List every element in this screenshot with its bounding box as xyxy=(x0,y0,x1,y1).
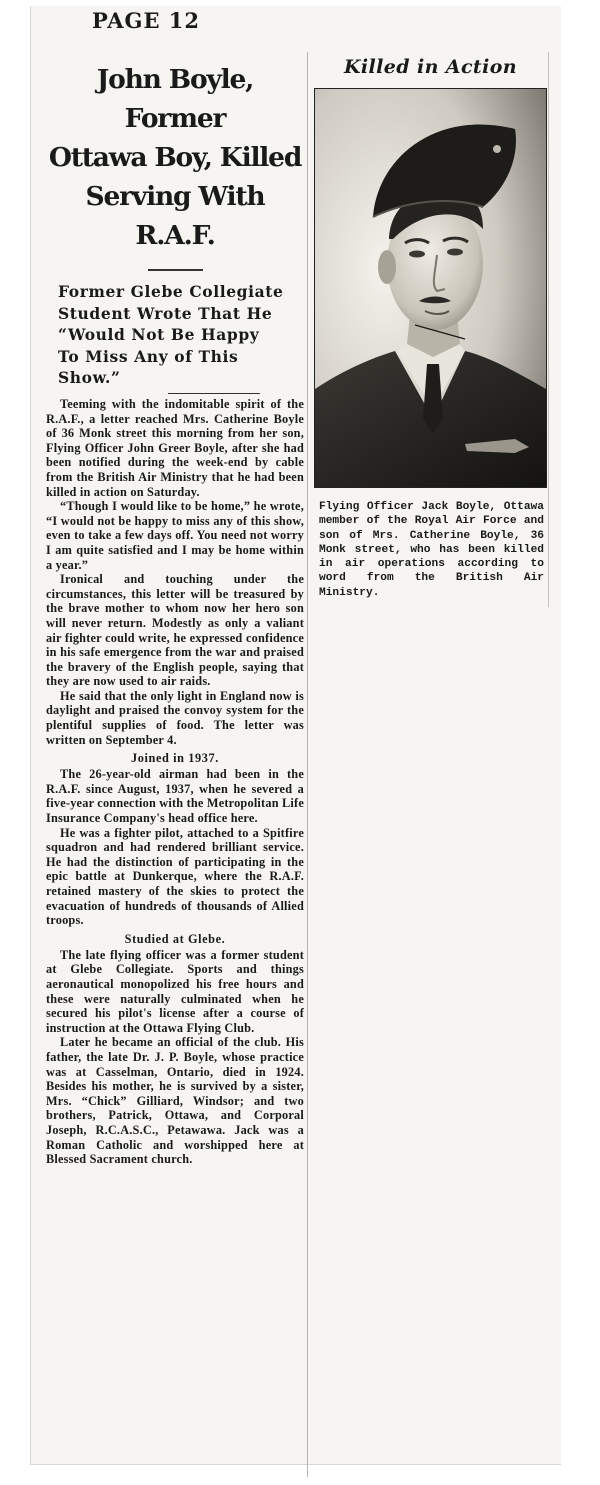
headline-line: Ottawa Boy, Killed xyxy=(48,142,302,173)
photo-caption: Flying Officer Jack Boyle, Ottawa member of the Royal Air Force and son of Mrs. Catherine Boyle, 36 Monk street, who has been killed in air operations according to word from the British Air Ministry. xyxy=(319,501,544,599)
article-paragraph: Ironical and touching under the circumstances, this letter will be treasured by the brave mother to whom now her hero son will never return. Modestly as only a valiant air fighter could write, he expressed confidence in his safe emergence from the war and praised the bravery of the English people, saying that they are now used to air raids. xyxy=(46,572,304,689)
subheadline-line: Former Glebe Collegiate xyxy=(58,282,284,301)
article-body xyxy=(46,397,304,1167)
subheadline xyxy=(58,281,292,389)
ear xyxy=(378,250,396,284)
portrait-photo xyxy=(314,88,547,488)
page-number: PAGE 12 xyxy=(92,8,201,33)
subheadline-line: “Would Not Be Happy xyxy=(58,325,260,344)
photo-title: Killed in Action xyxy=(344,56,517,78)
headline xyxy=(46,60,304,255)
subheadline-line: To Miss Any of This xyxy=(58,346,239,366)
subheadline-rule xyxy=(168,393,260,395)
article-paragraph: Teeming with the indomitable spirit of the R.A.F., a letter reached Mrs. Catherine Boyle of 36 Monk street this morning from her son, Flying Officer John Greer Boyle, after she had been notified during the week-end by cable from the British Air Ministry that he had been killed in action on Saturday. xyxy=(46,397,304,499)
headline-rule xyxy=(148,269,203,271)
article-paragraph: The 26-year-old airman had been in the R.A.F. since August, 1937, when he severed a five-year connection with the Metropolitan Life Insurance Company's head office here. xyxy=(46,767,304,826)
subheadline-line: Student Wrote That He xyxy=(58,303,273,323)
right-eye xyxy=(447,249,463,256)
headline-line: John Boyle, Former xyxy=(96,64,254,134)
section-subhead: Joined in 1937. xyxy=(131,751,219,766)
headline-line: Serving With R.A.F. xyxy=(85,181,265,251)
article-column xyxy=(46,52,304,1167)
cap-badge xyxy=(493,145,501,153)
article-paragraph: He was a fighter pilot, attached to a Spitfire squadron and had rendered brilliant service. He had the distinction of participating in the epic battle at Dunkerque, where the R.A.F. retained mastery of the skies to protect the evacuation of hundreds of thousands of Allied troops. xyxy=(46,825,304,928)
section-subhead: Studied at Glebe. xyxy=(124,931,226,946)
photo-column xyxy=(313,54,548,600)
column-divider xyxy=(307,52,308,1477)
article-paragraph: “Though I would like to be home,” he wrote, “I would not be happy to miss any of this show, even to take a few days off. You need not worry I am quite satisfied and I may be home within a year.” xyxy=(46,499,304,572)
article-paragraph: He said that the only light in England now is daylight and praised the convoy system for the plentiful supplies of food. The letter was written on September 4. xyxy=(46,688,304,747)
subheadline-line: Show.” xyxy=(58,368,121,387)
column-divider-right xyxy=(548,52,549,607)
left-eye xyxy=(409,251,425,258)
article-paragraph: Later he became an official of the club. His father, the late Dr. J. P. Boyle, whose practice was at Casselman, Ontario, died in 1924. Besides his mother, he is survived by a sister, Mrs. “Chick” Gilliard, Windsor; and two brothers, Patrick, Ottawa, and Corporal Joseph, R.C.A.S.C., Petawawa. Jack was a Roman Catholic and worshipped here at Blessed Sacrament church. xyxy=(46,1035,304,1167)
article-paragraph: The late flying officer was a former student at Glebe Collegiate. Sports and things aeronautical monopolized his free hours and these were naturally culminated when he secured his pilot's license after a course of instruction at the Ottawa Flying Club. xyxy=(46,947,304,1035)
